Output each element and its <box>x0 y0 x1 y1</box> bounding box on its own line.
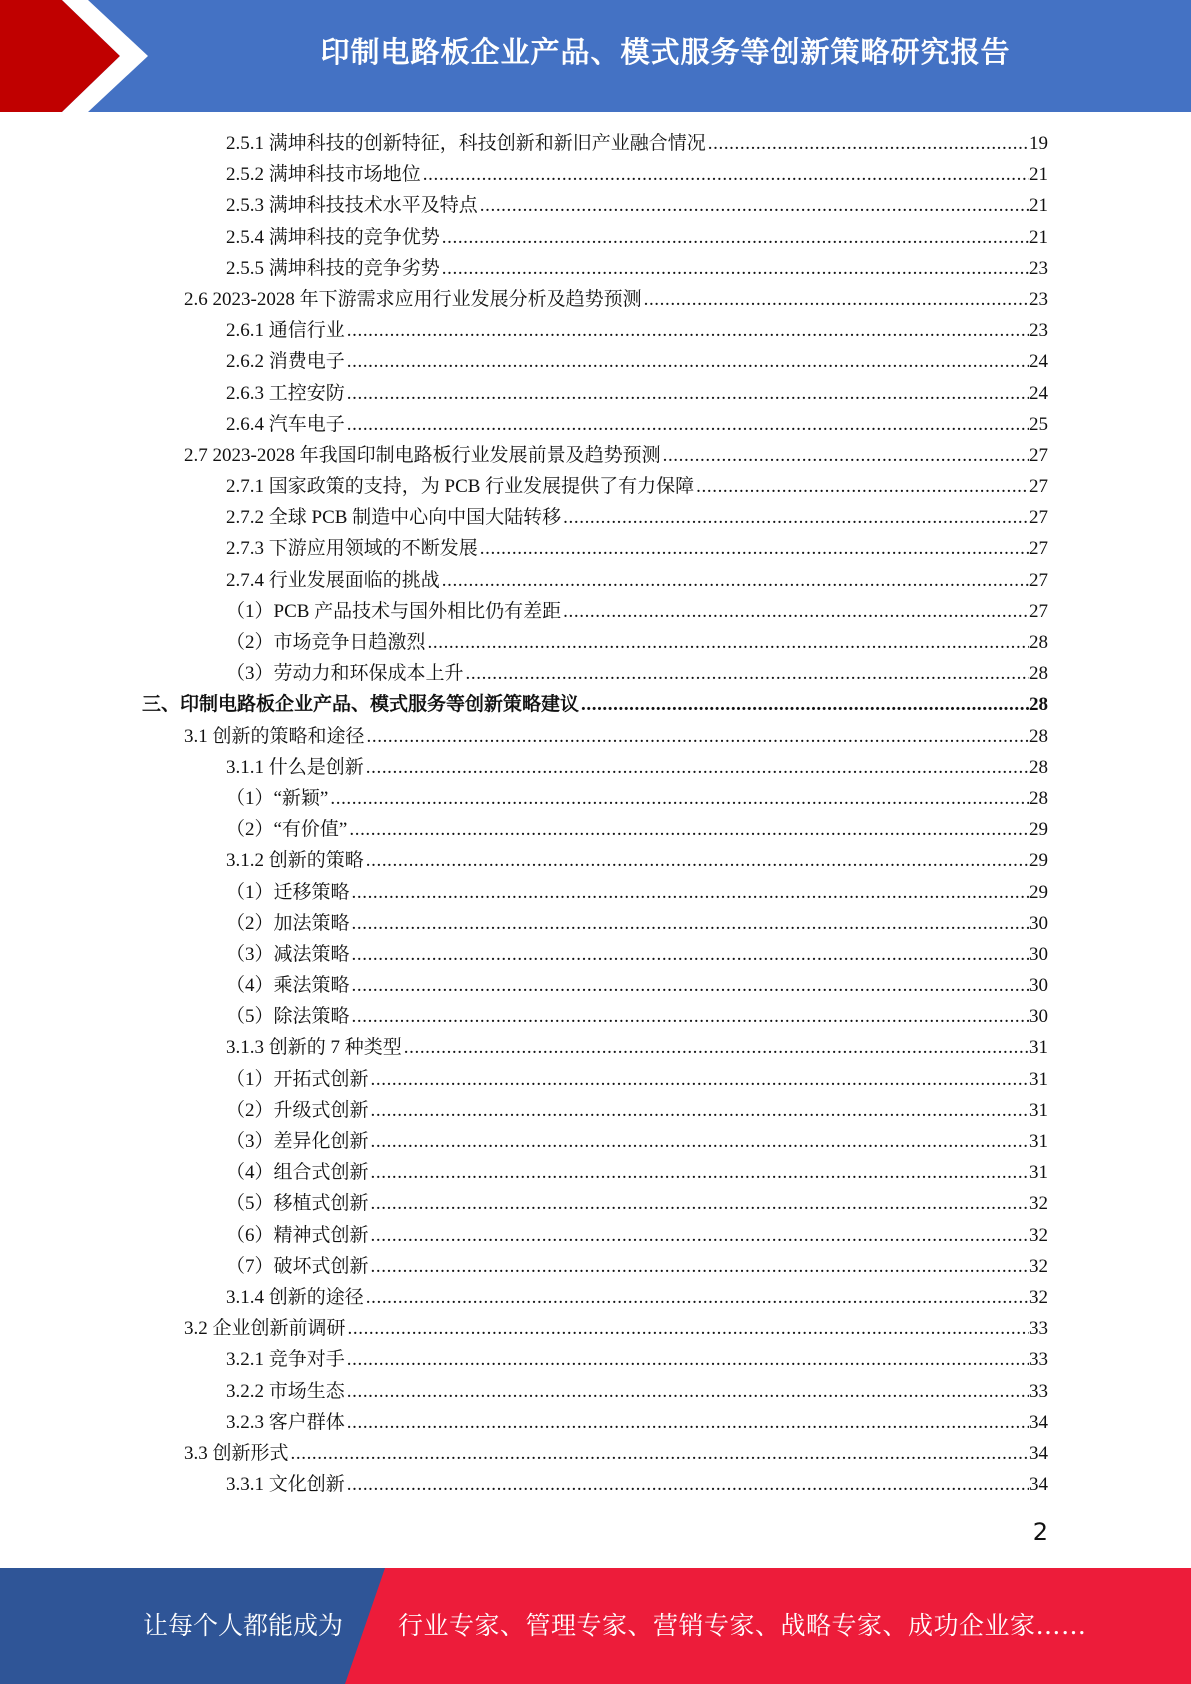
toc-entry-title: 3.2.1 竞争对手 <box>226 1349 345 1371</box>
toc-leader-dots <box>371 1126 1029 1157</box>
toc-entry-page: 27 <box>1029 538 1048 560</box>
toc-entry[interactable] <box>0 471 1048 502</box>
toc-entry-title: 2.6.3 工控安防 <box>226 382 345 404</box>
toc-entry-page: 34 <box>1029 1442 1048 1464</box>
toc-entry-title: 2.6.2 消费电子 <box>226 351 345 373</box>
toc-entry-title: 2.6.1 通信行业 <box>226 320 345 342</box>
toc-entry-title: 3.1.3 创新的 7 种类型 <box>226 1037 402 1059</box>
toc-entry-title: （6）精神式创新 <box>226 1224 369 1246</box>
toc-entry[interactable] <box>0 1188 1048 1219</box>
toc-entry-page: 27 <box>1029 600 1048 622</box>
toc-entry-title: 2.6.4 汽车电子 <box>226 413 345 435</box>
toc-entry[interactable] <box>0 222 1048 253</box>
toc-entry-page: 33 <box>1029 1349 1048 1371</box>
toc-entry[interactable] <box>0 1344 1048 1375</box>
toc-leader-dots <box>563 596 1029 627</box>
toc-leader-dots <box>466 658 1029 689</box>
toc-entry-title: （3）减法策略 <box>226 943 350 965</box>
toc-entry-title: （4）组合式创新 <box>226 1162 369 1184</box>
toc-entry-title: （3）劳动力和环保成本上升 <box>226 663 464 685</box>
toc-leader-dots <box>347 315 1029 346</box>
toc-entry-page: 29 <box>1029 819 1048 841</box>
toc-entry-page: 28 <box>1029 787 1048 809</box>
toc-entry-page: 33 <box>1029 1380 1048 1402</box>
toc-leader-dots <box>291 1438 1029 1469</box>
toc-entry[interactable] <box>0 1064 1048 1095</box>
toc-leader-dots <box>352 939 1029 970</box>
toc-leader-dots <box>347 1469 1029 1500</box>
toc-entry-page: 27 <box>1029 444 1048 466</box>
toc-entry-page: 34 <box>1029 1474 1048 1496</box>
toc-entry-title: （1）PCB 产品技术与国外相比仍有差距 <box>226 600 562 622</box>
footer-slogan-right: 行业专家、管理专家、营销专家、战略专家、成功企业家…… <box>398 1611 1087 1640</box>
toc-entry[interactable] <box>0 284 1048 315</box>
toc-entry[interactable] <box>0 533 1048 564</box>
toc-entry-title: （1）开拓式创新 <box>226 1068 369 1090</box>
header-arrow-decoration <box>0 0 160 112</box>
toc-entry-title: 3.1 创新的策略和途径 <box>184 725 365 747</box>
toc-entry-title: 2.5.3 满坤科技技术水平及特点 <box>226 195 478 217</box>
toc-leader-dots <box>581 689 1029 720</box>
toc-entry-title: 2.5.4 满坤科技的竞争优势 <box>226 226 440 248</box>
toc-entry-page: 25 <box>1029 413 1048 435</box>
toc-leader-dots <box>352 1001 1029 1032</box>
toc-entry-title: 3.3.1 文化创新 <box>226 1474 345 1496</box>
toc-entry-page: 23 <box>1029 288 1048 310</box>
toc-entry-page: 29 <box>1029 881 1048 903</box>
toc-leader-dots <box>442 222 1029 253</box>
toc-leader-dots <box>371 1188 1029 1219</box>
toc-entry-title: 2.7.3 下游应用领域的不断发展 <box>226 538 478 560</box>
toc-entry-page: 28 <box>1029 756 1048 778</box>
toc-entry-page: 27 <box>1029 476 1048 498</box>
toc-entry[interactable] <box>0 346 1048 377</box>
toc-entry-title: 3.2.2 市场生态 <box>226 1380 345 1402</box>
toc-entry[interactable] <box>0 1220 1048 1251</box>
toc-entry-page: 23 <box>1029 320 1048 342</box>
page-number: 2 <box>1032 1518 1048 1546</box>
toc-entry[interactable] <box>0 1282 1048 1313</box>
toc-leader-dots <box>371 1251 1029 1282</box>
toc-entry-title: （2）加法策略 <box>226 912 350 934</box>
toc-entry[interactable] <box>0 1313 1048 1344</box>
toc-entry-page: 19 <box>1029 133 1048 154</box>
toc-entry[interactable] <box>0 315 1048 346</box>
toc-entry-title: 3.2 企业创新前调研 <box>184 1318 346 1340</box>
toc-entry[interactable] <box>0 1032 1048 1063</box>
toc-entry[interactable] <box>0 128 1048 159</box>
toc-leader-dots <box>347 1344 1029 1375</box>
toc-entry-page: 32 <box>1029 1193 1048 1215</box>
toc-entry[interactable] <box>0 627 1048 658</box>
toc-leader-dots <box>348 1313 1029 1344</box>
toc-leader-dots <box>404 1032 1029 1063</box>
toc-entry-title: 三、印制电路板企业产品、模式服务等创新策略建议 <box>142 694 580 716</box>
toc-entry[interactable] <box>0 190 1048 221</box>
toc-entry-title: 2.7 2023-2028 年我国印制电路板行业发展前景及趋势预测 <box>184 444 661 466</box>
page-header <box>0 0 1191 112</box>
toc-entry-title: （5）除法策略 <box>226 1006 350 1028</box>
toc-entry-title: 2.7.1 国家政策的支持，为 PCB 行业发展提供了有力保障 <box>226 476 695 498</box>
toc-entry[interactable] <box>0 1251 1048 1282</box>
toc-entry-page: 31 <box>1029 1068 1048 1090</box>
toc-entry-title: 2.6 2023-2028 年下游需求应用行业发展分析及趋势预测 <box>184 288 642 310</box>
toc-entry-title: 2.7.2 全球 PCB 制造中心向中国大陆转移 <box>226 507 562 529</box>
toc-leader-dots <box>428 627 1029 658</box>
toc-entry-title: （2）市场竞争日趋激烈 <box>226 632 426 653</box>
toc-leader-dots <box>442 565 1029 596</box>
toc-leader-dots <box>371 1220 1029 1251</box>
toc-entry-title: （2）“有价值” <box>226 819 348 841</box>
toc-entry[interactable] <box>0 658 1048 689</box>
toc-leader-dots <box>696 471 1029 502</box>
toc-entry-page: 33 <box>1029 1318 1048 1340</box>
toc-entry-title: （7）破坏式创新 <box>226 1255 369 1277</box>
toc-leader-dots <box>423 159 1029 190</box>
toc-entry[interactable] <box>0 752 1048 783</box>
toc-entry[interactable] <box>0 1001 1048 1032</box>
toc-leader-dots <box>563 502 1029 533</box>
toc-entry[interactable] <box>0 378 1048 409</box>
page-footer <box>0 1568 1191 1684</box>
toc-leader-dots <box>644 284 1029 315</box>
toc-entry-title: 2.5.2 满坤科技市场地位 <box>226 164 421 186</box>
toc-leader-dots <box>371 1157 1029 1188</box>
toc-leader-dots <box>347 346 1029 377</box>
toc-entry-page: 30 <box>1029 975 1048 997</box>
toc-entry-title: 2.5.5 满坤科技的竞争劣势 <box>226 257 440 279</box>
toc-entry-title: 3.1.2 创新的策略 <box>226 850 364 872</box>
toc-entry-page: 32 <box>1029 1224 1048 1246</box>
toc-entry-page: 27 <box>1029 569 1048 591</box>
toc-entry[interactable] <box>0 1095 1048 1126</box>
toc-entry-title: 2.7.4 行业发展面临的挑战 <box>226 569 440 591</box>
toc-entry-page: 28 <box>1029 632 1048 653</box>
toc-leader-dots <box>663 440 1029 471</box>
toc-entry-page: 27 <box>1029 507 1048 529</box>
toc-entry-page: 21 <box>1029 195 1048 217</box>
toc-entry-title: （3）差异化创新 <box>226 1131 369 1152</box>
toc-entry[interactable] <box>0 596 1048 627</box>
toc-entry-title: 3.1.4 创新的途径 <box>226 1286 364 1308</box>
toc-leader-dots <box>352 970 1029 1001</box>
toc-leader-dots <box>352 908 1029 939</box>
toc-entry[interactable] <box>0 502 1048 533</box>
toc-entry[interactable] <box>0 845 1048 876</box>
toc-leader-dots <box>352 877 1029 908</box>
toc-leader-dots <box>480 190 1029 221</box>
toc-entry[interactable] <box>0 1469 1048 1500</box>
toc-entry-page: 21 <box>1029 164 1048 186</box>
toc-entry[interactable] <box>0 1407 1048 1438</box>
toc-entry-page: 23 <box>1029 257 1048 279</box>
toc-entry-page: 21 <box>1029 226 1048 248</box>
toc-entry[interactable] <box>0 565 1048 596</box>
toc-entry-page: 28 <box>1029 663 1048 685</box>
toc-entry[interactable] <box>0 908 1048 939</box>
toc-entry-title: 3.3 创新形式 <box>184 1442 289 1464</box>
toc-entry[interactable] <box>0 877 1048 908</box>
toc-leader-dots <box>347 1376 1029 1407</box>
toc-leader-dots <box>366 1282 1029 1313</box>
toc-entry[interactable] <box>0 253 1048 284</box>
toc-entry[interactable] <box>0 721 1048 752</box>
toc-entry-page: 31 <box>1029 1037 1048 1059</box>
toc-entry[interactable] <box>0 814 1048 845</box>
toc-entry-page: 30 <box>1029 1006 1048 1028</box>
toc-leader-dots <box>480 533 1029 564</box>
toc-entry-page: 24 <box>1029 382 1048 404</box>
toc-leader-dots <box>349 814 1029 845</box>
toc-entry[interactable] <box>0 1157 1048 1188</box>
toc-entry[interactable] <box>0 159 1048 190</box>
toc-entry-title: 3.1.1 什么是创新 <box>226 756 364 778</box>
toc-entry[interactable] <box>0 1438 1048 1469</box>
document-title: 印制电路板企业产品、模式服务等创新策略研究报告 <box>320 35 1011 69</box>
footer-slogan-left: 让每个人都能成为 <box>143 1611 344 1640</box>
toc-entry[interactable] <box>0 1376 1048 1407</box>
toc-leader-dots <box>442 253 1029 284</box>
toc-entry-page: 29 <box>1029 850 1048 872</box>
toc-entry-page: 32 <box>1029 1286 1048 1308</box>
toc-entry-page: 32 <box>1029 1255 1048 1277</box>
toc-entry[interactable] <box>0 783 1048 814</box>
toc-entry-page: 34 <box>1029 1411 1048 1433</box>
toc-entry-page: 30 <box>1029 912 1048 934</box>
toc-entry-title: （4）乘法策略 <box>226 975 350 997</box>
toc-entry-page: 31 <box>1029 1099 1048 1121</box>
toc-leader-dots <box>367 721 1029 752</box>
toc-entry-title: 2.5.1 满坤科技的创新特征，科技创新和新旧产业融合情况 <box>226 133 706 154</box>
toc-entry[interactable] <box>0 970 1048 1001</box>
toc-entry-page: 31 <box>1029 1162 1048 1184</box>
toc-leader-dots <box>371 1064 1029 1095</box>
toc-entry[interactable] <box>0 939 1048 970</box>
toc-leader-dots <box>371 1095 1029 1126</box>
toc-entry[interactable] <box>0 440 1048 471</box>
toc-leader-dots <box>366 752 1029 783</box>
toc-entry-title: （2）升级式创新 <box>226 1099 369 1121</box>
toc-leader-dots <box>347 1407 1029 1438</box>
toc-entry-page: 31 <box>1029 1131 1048 1152</box>
toc-leader-dots <box>330 783 1029 814</box>
toc-leader-dots <box>347 409 1029 440</box>
toc-entry-title: （1）“新颖” <box>226 787 329 809</box>
toc-leader-dots <box>366 845 1029 876</box>
toc-entry[interactable] <box>0 1126 1048 1157</box>
toc-entry-page: 28 <box>1029 725 1048 747</box>
toc-entry-page: 30 <box>1029 943 1048 965</box>
toc-entry-title: 3.2.3 客户群体 <box>226 1411 345 1433</box>
toc-entry-page: 28 <box>1029 694 1048 716</box>
toc-entry-page: 24 <box>1029 351 1048 373</box>
table-of-contents <box>0 128 1191 1500</box>
toc-entry-title: （1）迁移策略 <box>226 881 350 903</box>
toc-entry-title: （5）移植式创新 <box>226 1193 369 1215</box>
toc-entry[interactable] <box>0 409 1048 440</box>
toc-leader-dots <box>347 378 1029 409</box>
toc-leader-dots <box>708 128 1029 159</box>
toc-entry[interactable] <box>0 689 1048 720</box>
